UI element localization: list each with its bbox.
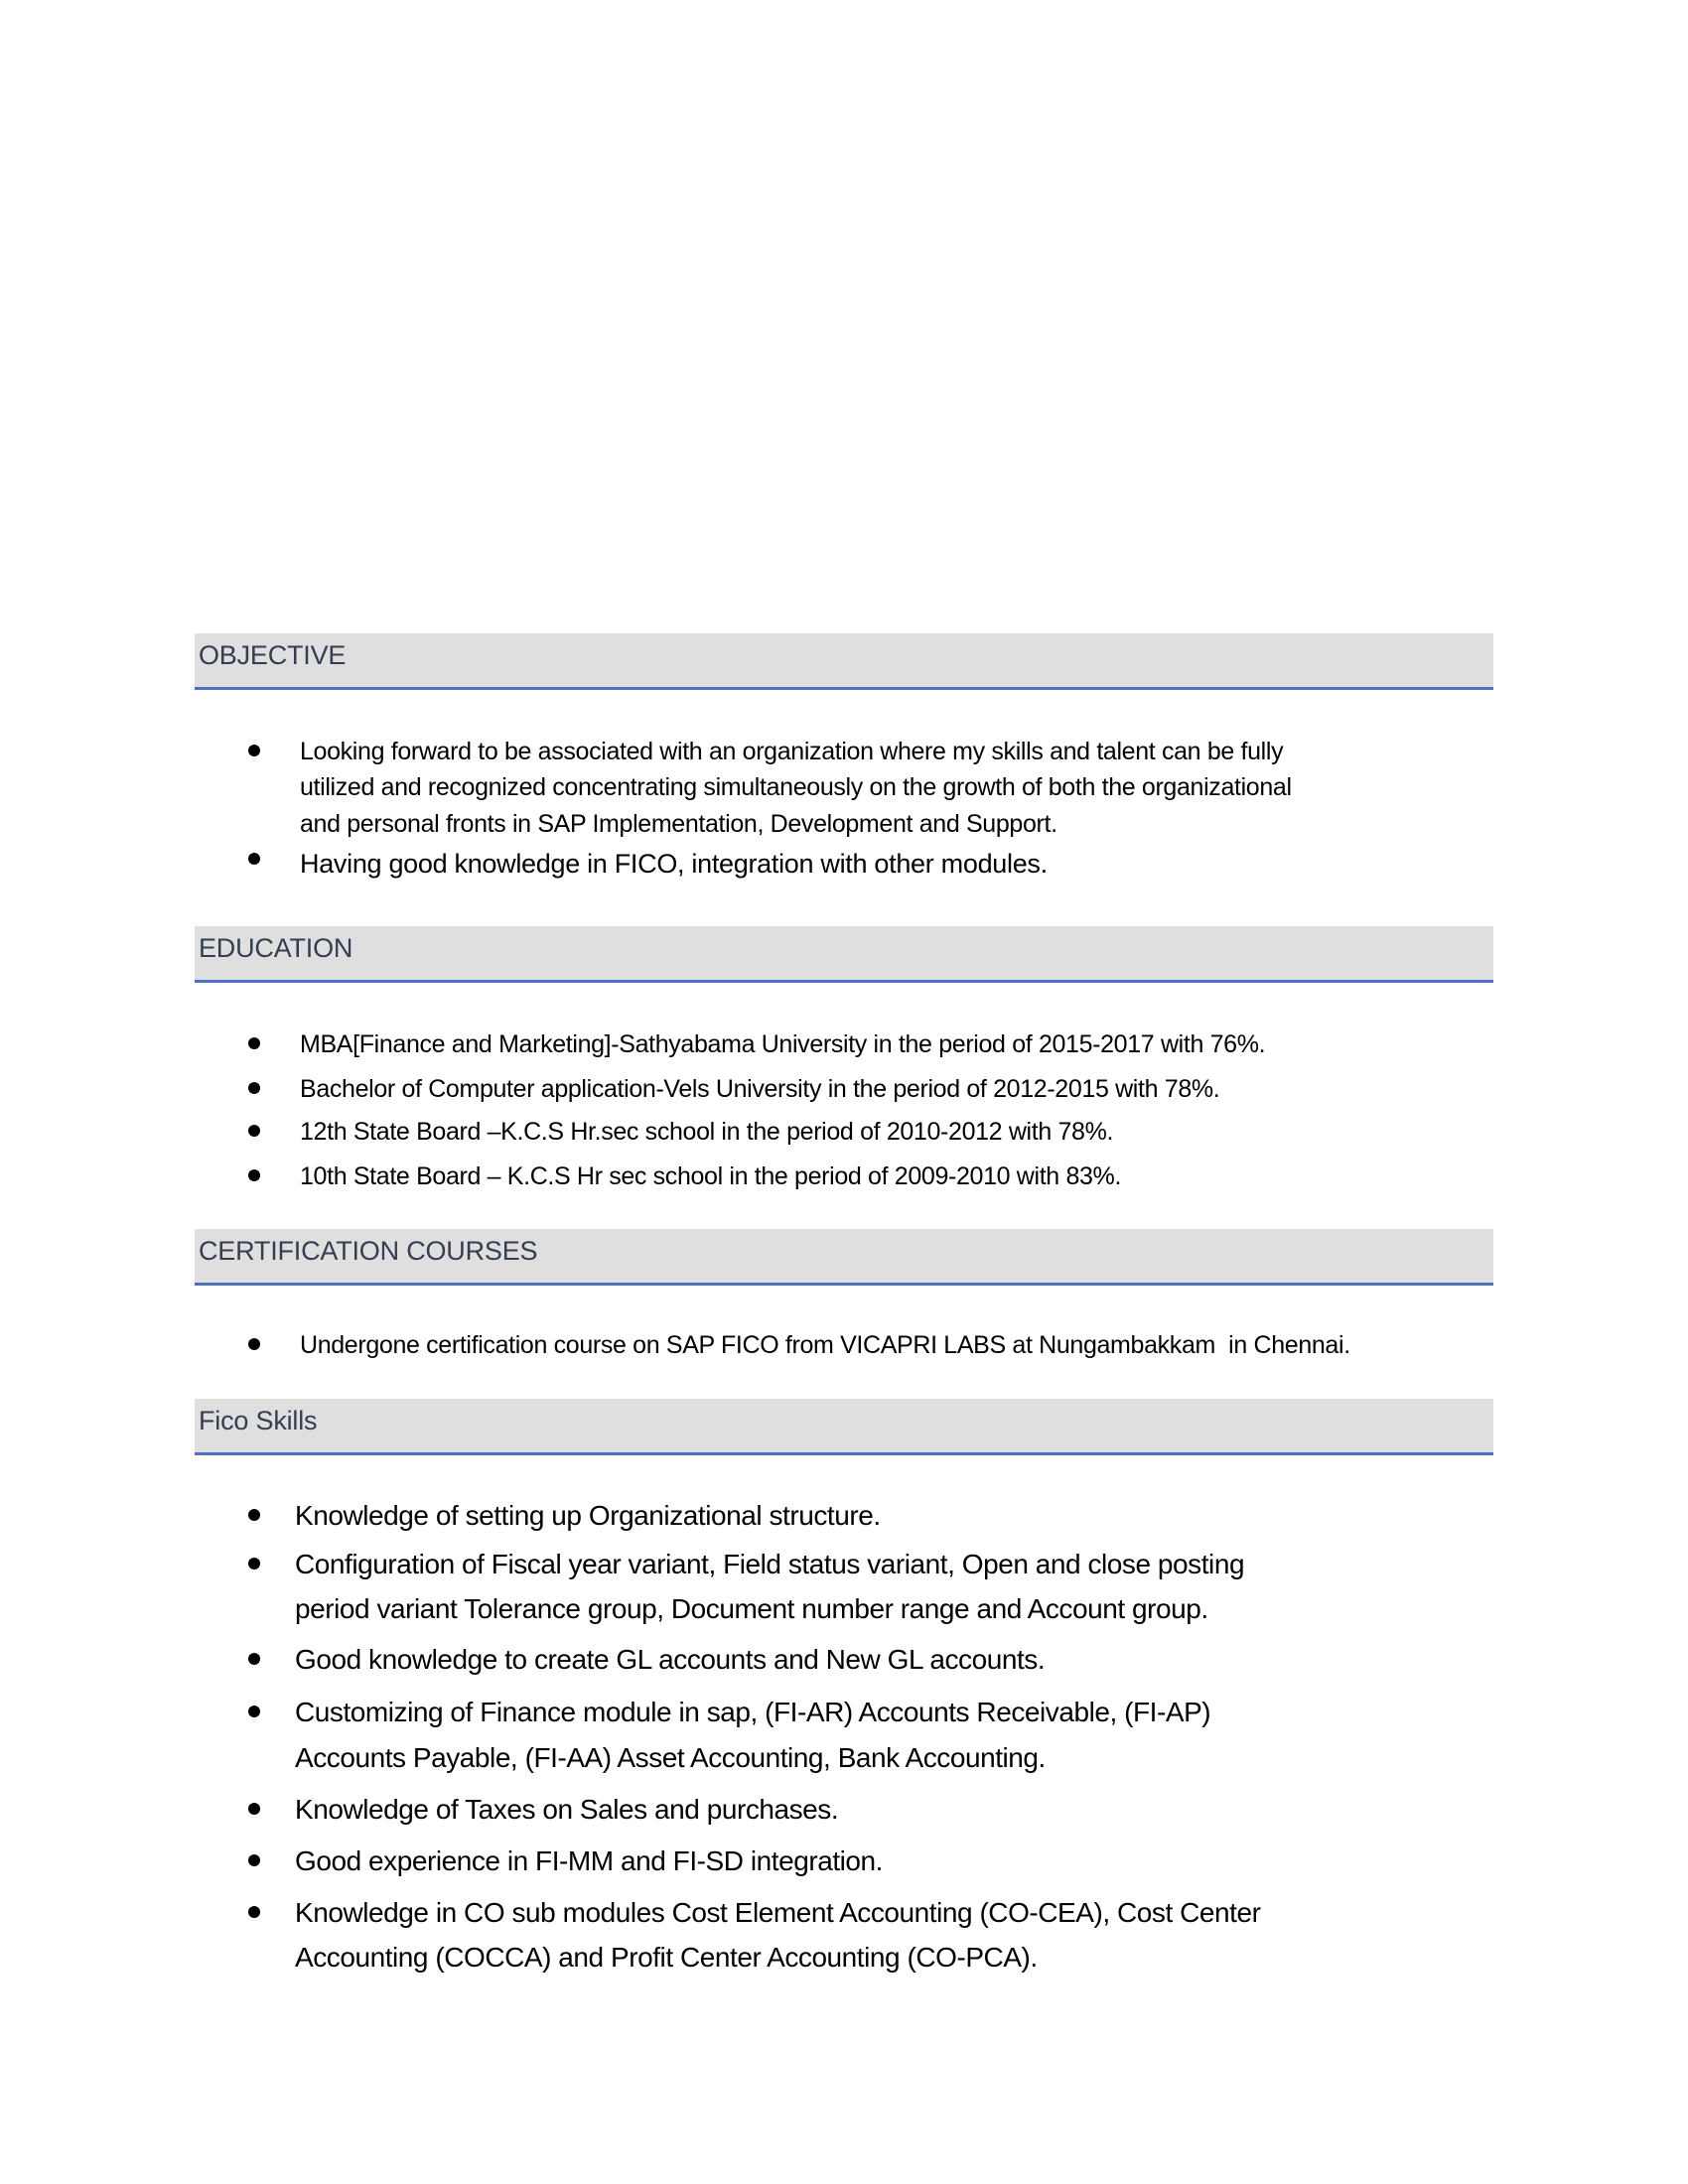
objective-item-line: Having good knowledge in FICO, integration with other modules. [300,849,1048,879]
bullet-icon [248,1854,260,1866]
bullet-icon [248,1125,260,1137]
bullet-icon [248,853,260,865]
education-item-text: 10th State Board – K.C.S Hr sec school in the period of 2009-2010 with 83%. [300,1162,1122,1190]
education-heading: EDUCATION [199,933,353,963]
fico-skill-line: Knowledge of Taxes on Sales and purchases. [295,1794,839,1825]
bullet-icon [248,1169,260,1181]
objective-section-header [195,633,1493,690]
bullet-icon [248,1653,260,1665]
bullet-icon [248,1803,260,1815]
objective-heading: OBJECTIVE [199,640,347,670]
fico-skills-heading: Fico Skills [199,1406,318,1435]
education-item-text: 12th State Board –K.C.S Hr.sec school in the period of 2010-2012 with 78%. [300,1118,1114,1146]
certification-heading: CERTIFICATION COURSES [199,1236,538,1266]
bullet-icon [248,1558,260,1570]
bullet-icon [248,1509,260,1521]
fico-skills-section-header [195,1399,1493,1455]
fico-skill-line: Knowledge of setting up Organizational structure. [295,1500,881,1531]
certification-section-header [195,1229,1493,1286]
fico-skill-line: Good experience in FI-MM and FI-SD integration. [295,1845,884,1876]
fico-skill-line: Knowledge in CO sub modules Cost Element Accounting (CO-CEA), Cost Center [295,1897,1261,1928]
objective-item-line: utilized and recognized concentrating simultaneously on the growth of both the organizational [300,773,1292,801]
bullet-icon [248,745,260,756]
objective-item-line: and personal fronts in SAP Implementation, Development and Support. [300,810,1057,838]
fico-skill-line: Good knowledge to create GL accounts and New GL accounts. [295,1644,1046,1675]
bullet-icon [248,1037,260,1049]
fico-skill-line: Accounting (COCCA) and Profit Center Accounting (CO-PCA). [295,1942,1038,1973]
fico-skill-line: Customizing of Finance module in sap, (FI-AR) Accounts Receivable, (FI-AP) [295,1697,1211,1727]
certification-item-text: Undergone certification course on SAP FICO from VICAPRI LABS at Nungambakkam in Chennai. [300,1331,1350,1359]
objective-item-line: Looking forward to be associated with an organization where my skills and talent can be fully [300,738,1284,765]
education-section-header [195,926,1493,983]
bullet-icon [248,1338,260,1350]
bullet-icon [248,1906,260,1918]
fico-skill-line: Accounts Payable, (FI-AA) Asset Accounting, Bank Accounting. [295,1742,1046,1773]
bullet-icon [248,1706,260,1717]
education-item-text: MBA[Finance and Marketing]-Sathyabama University in the period of 2015-2017 with 76%. [300,1030,1266,1058]
fico-skill-line: Configuration of Fiscal year variant, Field status variant, Open and close posting [295,1549,1245,1579]
fico-skill-line: period variant Tolerance group, Document number range and Account group. [295,1593,1208,1624]
education-item-text: Bachelor of Computer application-Vels University in the period of 2012-2015 with 78%. [300,1075,1220,1103]
bullet-icon [248,1082,260,1094]
